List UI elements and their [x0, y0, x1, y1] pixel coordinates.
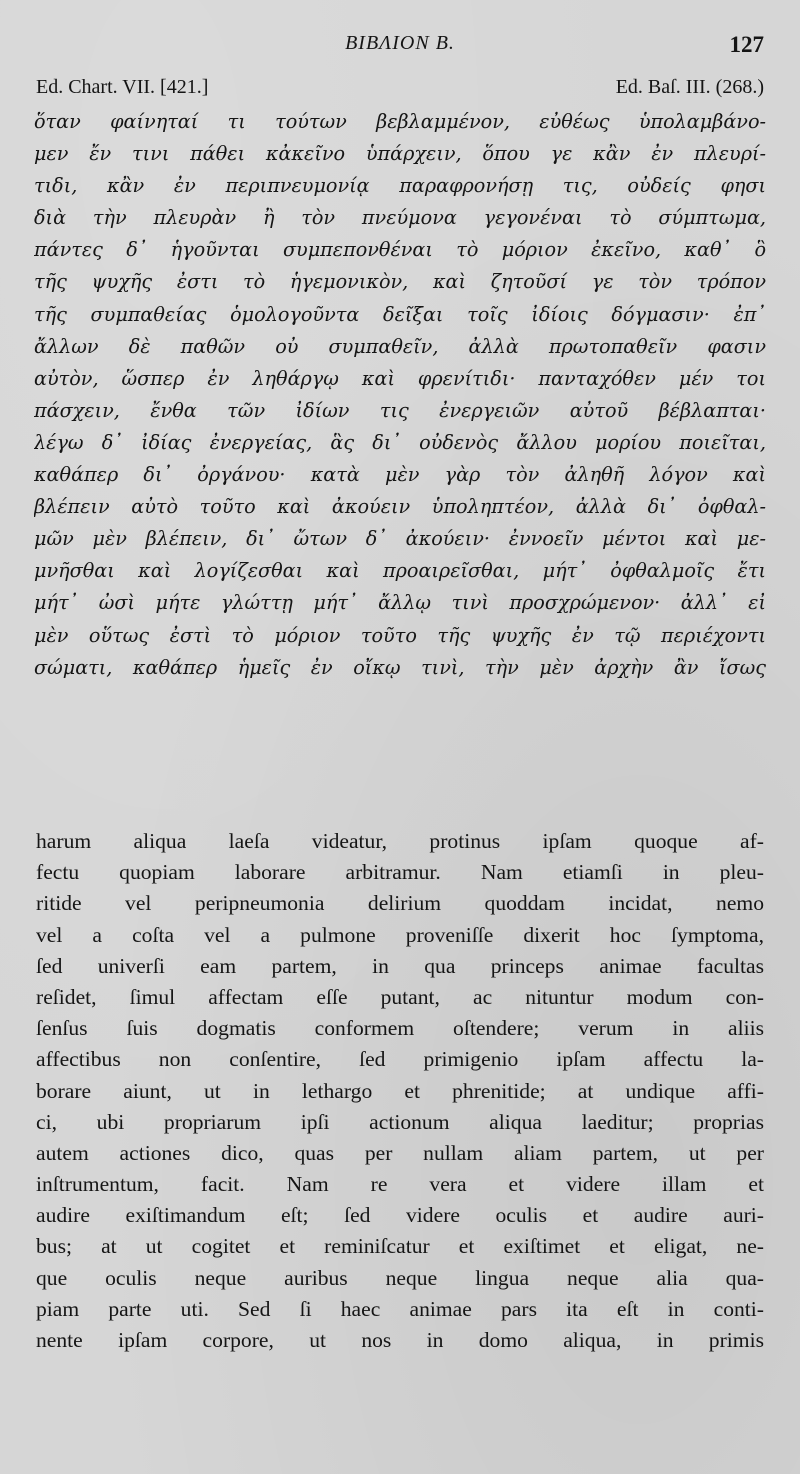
edition-chartier: Ed. Chart. VII. [421.] [36, 76, 209, 98]
greek-text-line: μνῆσθαι καὶ λογίζεσθαι καὶ προαιρεῖσθαι, μήτ᾽ ὀφθαλμοῖς ἔτι [34, 559, 766, 583]
greek-text-line: σώματι, καθάπερ ἡμεῖς ἐν οἴκῳ τινὶ, τὴν μὲν ἀρχὴν ἂν ἴσως [34, 655, 766, 679]
latin-text-line: ritide vel peripneumonia delirium quoddam incidat, nemo [36, 891, 764, 916]
greek-text-line: μῶν μὲν βλέπειν, δι᾽ ὤτων δ᾽ ἀκούειν· ἐννοεῖν μέντοι καὶ με- [34, 527, 766, 551]
greek-text-line: λέγω δ᾽ ἰδίας ἐνεργείας, ἃς δι᾽ οὐδενὸς ἄλλου μορίου ποιεῖται, [34, 430, 766, 454]
latin-text-line: ci, ubi propriarum ipſi actionum aliqua laeditur; proprias [36, 1109, 764, 1134]
latin-text-line: harum aliqua laeſa videatur, protinus ipſam quoque af- [36, 829, 764, 853]
greek-text-line: τιδι, κἂν ἐν περιπνευμονίᾳ παραφρονήσῃ τις, οὐδείς φησι [34, 174, 766, 198]
latin-text-line: audire exiſtimandum eſt; ſed videre oculis et audire auri- [36, 1203, 764, 1228]
greek-text-line: μήτ᾽ ὠσὶ μήτε γλώττῃ μήτ᾽ ἄλλῳ τινὶ προσχρώμενον· ἀλλ᾽ εἰ [34, 591, 766, 615]
latin-text-line: que oculis neque auribus neque lingua neque alia qua- [36, 1265, 764, 1290]
page-number: 127 [729, 32, 764, 57]
greek-text-line: ἄλλων δὲ παθῶν οὐ συμπαθεῖν, ἀλλὰ πρωτοπαθεῖν φασιν [34, 334, 766, 358]
latin-text-line: affectibus non conſentire, ſed primigenio ipſam affectu la- [36, 1047, 764, 1072]
latin-text-line: inſtrumentum, facit. Nam re vera et videre illam et [36, 1172, 764, 1197]
edition-references [36, 76, 764, 104]
running-head [0, 30, 800, 62]
greek-text-line: μὲν οὕτως ἐστὶ τὸ μόριον τοῦτο τῆς ψυχῆς ἐν τῷ περιέχοντι [34, 623, 766, 647]
greek-text-line: αὐτὸν, ὥσπερ ἐν ληθάργῳ καὶ φρενίτιδι· πανταχόθεν μέν τοι [34, 366, 766, 390]
latin-text-line: piam parte uti. Sed ſi haec animae pars ita eſt in conti- [36, 1296, 764, 1321]
edition-basel: Ed. Baſ. III. (268.) [615, 76, 764, 98]
greek-text-line: τῆς ψυχῆς ἐστι τὸ ἡγεμονικὸν, καὶ ζητοῦσί γε τὸν τρόπον [34, 270, 766, 294]
greek-text-line: διὰ τὴν πλευρὰν ἢ τὸν πνεύμονα γεγονέναι τὸ σύμπτωμα, [34, 206, 766, 230]
greek-text-line: ὅταν φαίνηταί τι τούτων βεβλαμμένον, εὐθέως ὑπολαμβάνο- [34, 110, 766, 133]
greek-text-line: πάσχειν, ἔνθα τῶν ἰδίων τις ἐνεργειῶν αὐτοῦ βέβλαπται· [34, 398, 766, 422]
greek-text-column [34, 106, 766, 684]
latin-text-line: ſenſus ſuis dogmatis conformem oſtendere; verum in aliis [36, 1016, 764, 1041]
greek-text-line: μεν ἔν τινι πάθει κἀκεῖνο ὑπάρχειν, ὅπου γε κἂν ἐν πλευρί- [34, 142, 766, 166]
book-section-title: ΒΙΒΛΙΟΝ Β. [345, 32, 455, 54]
greek-text-line: βλέπειν αὐτὸ τοῦτο καὶ ἀκούειν ὑποληπτέον, ἀλλὰ δι᾽ ὀφθαλ- [34, 495, 766, 519]
latin-text-line: ſed univerſi eam partem, in qua princeps animae facultas [36, 953, 764, 978]
latin-text-line: nente ipſam corpore, ut nos in domo aliqua, in primis [36, 1328, 764, 1352]
latin-text-line: bus; at ut cogitet et reminiſcatur et exiſtimet et eligat, ne- [36, 1234, 764, 1259]
greek-text-line: καθάπερ δι᾽ ὀργάνου· κατὰ μὲν γὰρ τὸν ἀληθῆ λόγον καὶ [34, 463, 766, 487]
latin-text-line: borare aiunt, ut in lethargo et phrenitide; at undique affi- [36, 1078, 764, 1103]
latin-text-line: fectu quopiam laborare arbitramur. Nam etiamſi in pleu- [36, 860, 764, 885]
latin-text-line: reſidet, ſimul affectam eſſe putant, ac nituntur modum con- [36, 984, 764, 1009]
latin-text-line: autem actiones dico, quas per nullam aliam partem, ut per [36, 1140, 764, 1165]
latin-text-line: vel a coſta vel a pulmone proveniſſe dixerit hoc ſymptoma, [36, 922, 764, 947]
latin-text-column [36, 826, 764, 1356]
greek-text-line: πάντες δ᾽ ἡγοῦνται συμπεπονθέναι τὸ μόριον ἐκεῖνο, καθ᾽ ὃ [34, 238, 766, 262]
greek-text-line: τῆς συμπαθείας ὁμολογοῦντα δεῖξαι τοῖς ἰδίοις δόγμασιν· ἐπ᾽ [34, 302, 766, 326]
